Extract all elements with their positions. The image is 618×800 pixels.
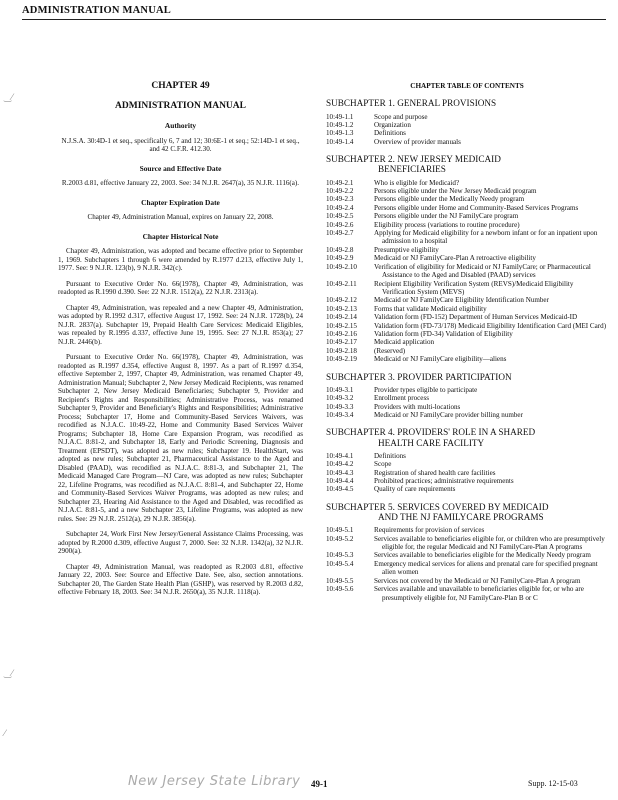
history-heading: Chapter Historical Note xyxy=(142,231,219,241)
subchapter-title: SUBCHAPTER 3. PROVIDER PARTICIPATION xyxy=(326,371,512,382)
section-number: 10:49-2.3 xyxy=(326,195,354,204)
section-title: Medicaid application xyxy=(374,338,435,347)
section-title: Provider types eligible to participate xyxy=(374,385,478,394)
section-number: 10:49-5.1 xyxy=(326,526,354,535)
section-title: Medicaid or NJ FamilyCare provider billing number xyxy=(374,411,523,419)
section-title: Medicaid or NJ FamilyCare-Plan A retroactive eligibility xyxy=(374,254,536,263)
section-number: 10:49-3.2 xyxy=(326,394,354,403)
subchapter-title: SUBCHAPTER 1. GENERAL PROVISIONS xyxy=(326,98,497,109)
section-number: 10:49-4.5 xyxy=(326,485,354,494)
header-rule xyxy=(22,19,606,20)
toc-entry xyxy=(326,411,608,419)
section-number: 10:49-3.3 xyxy=(326,402,354,411)
subchapter-title-continued: BENEFICIARIES xyxy=(378,164,446,175)
source-heading: Source and Effective Date xyxy=(139,163,222,173)
section-title: Forms that validate Medicaid eligibility xyxy=(374,304,487,313)
toc-entry xyxy=(326,477,608,485)
section-title: Medicaid or NJ FamilyCare eligibility—aliens xyxy=(374,355,507,364)
subchapter-title-continued: HEALTH CARE FACILITY xyxy=(378,437,485,448)
section-title: Persons eligible under the NJ FamilyCare program xyxy=(374,212,519,221)
left-column xyxy=(58,82,303,604)
section-number: 10:49-2.18 xyxy=(326,346,357,355)
expiration-text: Chapter 49, Administration Manual, expires on January 22, 2008. xyxy=(87,213,274,221)
section-title: Eligibility process (variations to routine procedure) xyxy=(374,220,520,229)
section-number: 10:49-2.8 xyxy=(326,245,354,254)
section-title: (Reserved) xyxy=(374,346,406,355)
toc-entry xyxy=(326,469,608,477)
section-number: 10:49-5.2 xyxy=(326,534,354,543)
section-title: Organization xyxy=(374,121,411,130)
section-number: 10:49-2.1 xyxy=(326,178,354,187)
section-title: Presumptive eligibility xyxy=(374,245,439,254)
toc-entry xyxy=(326,187,608,195)
section-title: Definitions xyxy=(374,129,406,138)
toc-entry xyxy=(326,296,608,304)
section-title: Applying for Medicaid eligibility for a newborn infant or for an inpatient upon admission to a hospital xyxy=(374,229,598,246)
toc-entry xyxy=(326,212,608,220)
section-number: 10:49-4.4 xyxy=(326,477,354,486)
source-text: R.2003 d.81, effective January 22, 2003. See: 34 N.J.R. 2647(a), 35 N.J.R. 1116(a). xyxy=(61,179,300,187)
authority-text: N.J.S.A. 30:4D-1 et seq., specifically 6, 7 and 12; 30:6E-1 et seq.; 52:14D-1 et seq., and 42 C.F.R. 412.30. xyxy=(61,136,300,153)
section-number: 10:49-1.2 xyxy=(326,121,354,130)
section-number: 10:49-4.3 xyxy=(326,468,354,477)
section-title: Emergency medical services for aliens and prenatal care for specified pregnant alien women xyxy=(374,559,598,577)
toc-entry xyxy=(326,551,608,559)
section-title: Who is eligible for Medicaid? xyxy=(374,178,460,187)
history-paragraph: Chapter 49, Administration Manual, was readopted as R.2003 d.81, effective January 22, 2003. See: Source and Effective Date. See, also, section annotations. Subchapter 20, The Garden State Health Plan (GSHP), was reserved by R.2003 d.82, effective February 18, 2003. See: 34 N.J.R. 2650(a), 35 N.J.R. 1118(a). xyxy=(58,562,303,596)
section-number: 10:49-2.6 xyxy=(326,220,354,229)
section-number: 10:49-5.3 xyxy=(326,551,354,560)
toc-entry xyxy=(326,313,608,321)
toc-entry xyxy=(326,485,608,493)
section-title: Services available to beneficiaries eligible for the Medically Needy program xyxy=(374,551,591,560)
toc-entry xyxy=(326,138,608,146)
library-stamp: New Jersey State Library xyxy=(128,774,301,789)
authority-heading: Authority xyxy=(164,121,197,130)
toc-entry xyxy=(326,355,608,363)
section-number: 10:49-5.6 xyxy=(326,585,354,594)
section-title: Persons eligible under the Medically Needy program xyxy=(374,195,525,204)
table-of-contents xyxy=(326,82,608,602)
section-number: 10:49-2.4 xyxy=(326,203,354,212)
section-number: 10:49-5.4 xyxy=(326,559,354,568)
section-number: 10:49-2.2 xyxy=(326,187,354,196)
toc-entry xyxy=(326,452,608,460)
subchapter-title-continued: AND THE NJ FAMILYCARE PROGRAMS xyxy=(378,512,544,523)
history-paragraph: Chapter 49, Administration, was adopted and became effective prior to September 1, 1969. Subchapters 1 through 6 were amended by R.1977 d.213, effective July 1, 1977. See: 9 N.J.R. 123(b), 9 N.J.R. 342(c). xyxy=(58,247,303,272)
section-number: 10:49-2.15 xyxy=(326,321,357,330)
section-title: Persons eligible under the New Jersey Medicaid program xyxy=(374,187,537,196)
section-title: Overview of provider manuals xyxy=(374,137,461,146)
section-number: 10:49-2.11 xyxy=(326,279,357,288)
toc-entry xyxy=(326,129,608,137)
chapter-number: CHAPTER 49 xyxy=(151,81,210,91)
section-title: Providers with multi-locations xyxy=(374,402,461,411)
section-number: 10:49-2.14 xyxy=(326,313,357,322)
toc-entry xyxy=(326,113,608,121)
toc-entry xyxy=(326,229,608,246)
toc-entry xyxy=(326,195,608,203)
section-number: 10:49-2.19 xyxy=(326,355,357,364)
toc-entry xyxy=(326,347,608,355)
section-number: 10:49-2.7 xyxy=(326,229,354,238)
toc-entry xyxy=(326,338,608,346)
section-title: Validation form (FD-73/178) Medicaid Eligibility Identification Card (MEI Card) xyxy=(374,321,607,330)
margin-mark: ⁄ xyxy=(4,728,6,738)
history-paragraph: Pursuant to Executive Order No. 66(1978), Chapter 49, Administration, was readopted as R.1997 d.354, effective August 8, 1997. As a part of R.1997 d.354, effective September 2, 1997, Chapter 49, Administration, was renamed Chapter 49, Administration Manual; Subchapter 2, New Jersey Medicaid Recipients, was renamed Subchapter 2, New Jersey Medicaid Beneficiaries; Subchapter 9, Provider and Recipient's Rights and Responsibilities; Administrative Process, was renamed Subchapter 9, Provider and Beneficiary's Rights and Responsibilities; Administrative Process; Subchapter 17, Home and Community-Based Services Waivers, was recodified as N.J.A.C. 10:49-22, Home and Community Based Services Waiver Programs; Subchapter 18, Home Care Expansion Program, was recodified as N.J.A.C. 8:81-2, and Subchapter 18, Early and Periodic Screening, Diagnosis and Treatment (EPSDT), was adopted as new rules; Subchapter 19. HealthStart, was adopted as new rules; Subchapter 21, Pharmaceutical Assistance to the Aged and Disabled (PAAD), was recodified as N.J.A.C. 8:81-3, and Subchapter 21, The Medicaid Managed Care Program—NJ Care, was adopted as new rules; Subchapter 22, Lifeline Programs, was recodified as N.J.A.C. 8:81-4, and Subchapter 22, Home and Community-Based Services Waiver Programs, was adopted as new rules; and Subchapter 23, Hearing Aid Assistance to the Aged and Disabled, was recodified as N.J.A.C. 8:81-5, and a new Subchapter 23, Lifeline Programs, was adopted as new rules. See: 29 N.J.R. 2512(a), 29 N.J.R. 3856(a). xyxy=(58,353,303,523)
section-number: 10:49-3.1 xyxy=(326,385,354,394)
section-title: Validation form (FD-34) Validation of Eligibility xyxy=(374,329,513,338)
toc-entry xyxy=(326,179,608,187)
toc-entry xyxy=(326,246,608,254)
toc-entry xyxy=(326,386,608,394)
page-number: 49-1 xyxy=(311,779,328,789)
toc-entry xyxy=(326,403,608,411)
toc-entry xyxy=(326,322,608,330)
toc-title: CHAPTER TABLE OF CONTENTS xyxy=(410,82,524,90)
section-number: 10:49-2.12 xyxy=(326,296,357,305)
section-title: Registration of shared health care facilities xyxy=(374,468,496,477)
section-title: Scope xyxy=(374,460,392,469)
history-note xyxy=(58,247,303,597)
toc-entry xyxy=(326,535,608,552)
section-number: 10:49-5.5 xyxy=(326,576,354,585)
subchapter-heading xyxy=(326,154,608,174)
section-number: 10:49-1.1 xyxy=(326,112,354,121)
section-title: Definitions xyxy=(374,451,406,460)
expiration-heading: Chapter Expiration Date xyxy=(141,197,220,207)
toc-entry xyxy=(326,280,608,297)
toc-entry xyxy=(326,526,608,534)
section-number: 10:49-1.3 xyxy=(326,129,354,138)
toc-entry xyxy=(326,305,608,313)
section-number: 10:49-2.5 xyxy=(326,212,354,221)
toc-entry xyxy=(326,330,608,338)
history-paragraph: Subchapter 24, Work First New Jersey/General Assistance Claims Processing, was adopted by R.2000 d.309, effective August 7, 2000. See: 32 N.J.R. 1342(a), 32 N.J.R. 2900(a). xyxy=(58,530,303,555)
section-title: Scope and purpose xyxy=(374,112,428,121)
toc-entry xyxy=(326,577,608,585)
subchapter-heading xyxy=(326,502,608,522)
running-header: ADMINISTRATION MANUAL xyxy=(22,5,171,16)
subchapter-title: SUBCHAPTER 5. SERVICES COVERED BY MEDICAID xyxy=(326,501,549,512)
section-number: 10:49-1.4 xyxy=(326,137,354,146)
toc-entry xyxy=(326,585,608,602)
toc-entry xyxy=(326,263,608,280)
margin-mark: ‿⁄ xyxy=(4,92,13,102)
section-title: Medicaid or NJ FamilyCare Eligibility Identification Number xyxy=(374,296,549,305)
section-title: Validation form (FD-152) Department of Human Services Medicaid-ID xyxy=(374,313,578,322)
section-title: Quality of care requirements xyxy=(374,485,456,494)
section-number: 10:49-2.17 xyxy=(326,338,357,347)
subchapter-heading xyxy=(326,427,608,447)
toc-body xyxy=(326,98,608,602)
section-title: Prohibited practices; administrative requirements xyxy=(374,477,514,486)
margin-mark: ‿⁄ xyxy=(4,668,13,678)
section-number: 10:49-4.1 xyxy=(326,451,354,460)
section-title: Services not covered by the Medicaid or NJ FamilyCare-Plan A program xyxy=(374,576,581,585)
section-title: Verification of eligibility for Medicaid or NJ FamilyCare; or Pharmaceutical Assistance to the Aged and Disabled (PAAD) services xyxy=(374,262,591,280)
toc-entry xyxy=(326,254,608,262)
subchapter-title: SUBCHAPTER 4. PROVIDERS' ROLE IN A SHARED xyxy=(326,427,536,438)
section-number: 10:49-4.2 xyxy=(326,460,354,469)
subchapter-title: SUBCHAPTER 2. NEW JERSEY MEDICAID xyxy=(326,154,501,165)
supplement-date: Supp. 12-15-03 xyxy=(528,779,578,788)
history-paragraph: Chapter 49, Administration, was repealed and a new Chapter 49, Administration, was adopted by R.1992 d.317, effective August 17, 1992. See: 24 N.J.R. 1728(b), 24 N.J.R. 2837(a). Subchapter 19, Prepaid Health Care Services: Medicaid Eligibles, was repealed by R.1995 d.337, effective June 19, 1995. See: 27 N.J.R. 853(a); 27 N.J.R. 2446(b). xyxy=(58,303,303,346)
section-number: 10:49-3.4 xyxy=(326,411,354,419)
toc-entry xyxy=(326,460,608,468)
section-title: Requirements for provision of services xyxy=(374,526,485,535)
toc-entry xyxy=(326,221,608,229)
toc-entry xyxy=(326,204,608,212)
subchapter-heading xyxy=(326,372,608,382)
toc-entry xyxy=(326,560,608,577)
section-title: Enrollment process xyxy=(374,394,429,403)
section-number: 10:49-2.9 xyxy=(326,254,354,263)
section-title: Services available and unavailable to beneficiaries eligible for, or who are presumptively eligible for, NJ FamilyCare-Plan B or C xyxy=(374,585,584,602)
section-number: 10:49-2.13 xyxy=(326,304,357,313)
history-paragraph: Pursuant to Executive Order No. 66(1978), Chapter 49, Administration, was readopted as R.1990 d.390. See: 22 N.J.R. 1512(a), 22 N.J.R. 2313(a). xyxy=(58,279,303,296)
toc-entry xyxy=(326,121,608,129)
section-title: Services available to beneficiaries eligible for, or children who are presumptively eligible for, the regular Medicaid and NJ FamilyCare-Plan A programs xyxy=(374,534,605,552)
toc-entry xyxy=(326,394,608,402)
section-title: Recipient Eligibility Verification System (REVS)/Medicaid Eligibility Verification System (MEVS) xyxy=(374,279,574,296)
section-title: Persons eligible under Home and Community-Based Services Programs xyxy=(374,203,579,212)
subchapter-heading xyxy=(326,98,608,108)
section-number: 10:49-2.16 xyxy=(326,329,357,338)
chapter-title: ADMINISTRATION MANUAL xyxy=(115,100,246,111)
section-number: 10:49-2.10 xyxy=(326,262,357,271)
